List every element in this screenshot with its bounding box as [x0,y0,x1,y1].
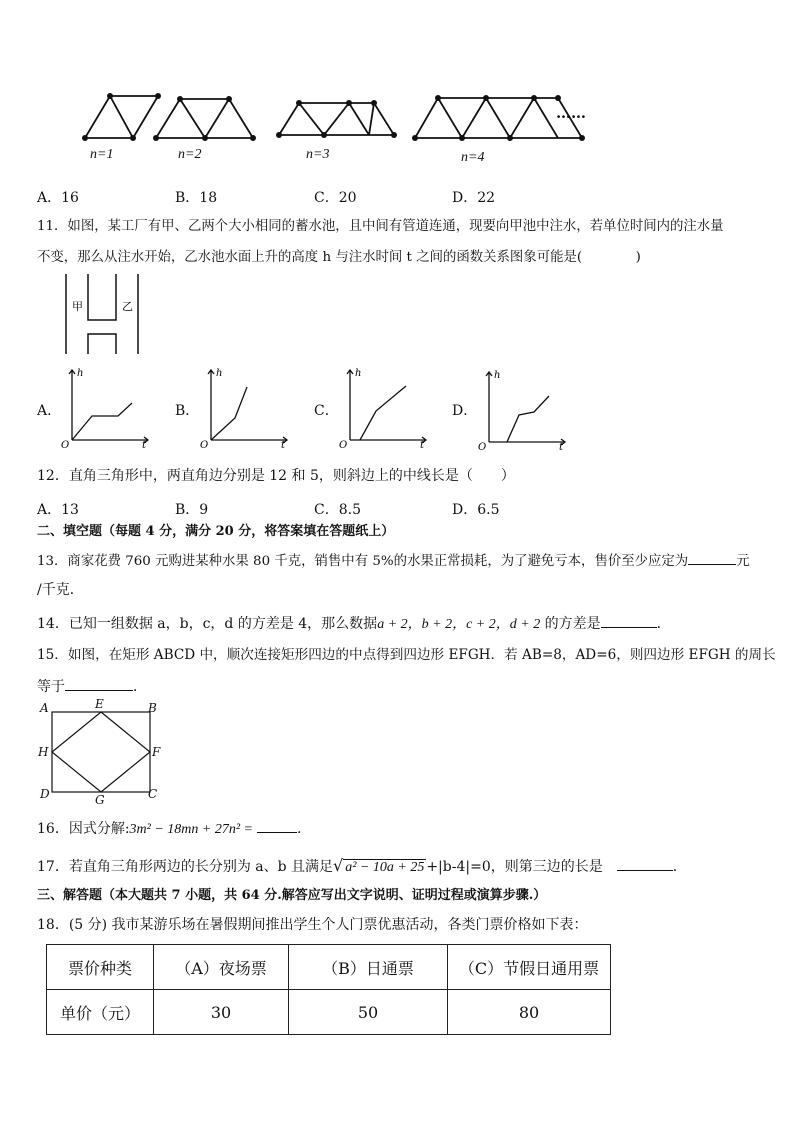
graph-d-origin: O [478,442,487,452]
table-header-cell: （A）夜场票 [154,945,289,990]
q15-line1: 15．如图，在矩形 ABCD 中，顺次连接矩形四边的中点得到四边形 EFGH．若 AB=8，AD=6，则四边形 EFGH 的周长 [37,647,776,663]
graph-c-axis-h: h [355,368,362,379]
graph-b[interactable] [197,364,297,450]
q11-stem-line1: 11．如图，某工厂有甲、乙两个大小相同的蓄水池，且中间有管道连通，现要向甲池中注水，若单位时间内的注水量 [37,219,724,234]
q13-answer-blank[interactable] [688,550,736,565]
point-d: D [40,787,50,801]
table-row [47,990,611,1035]
q15-line2: 等于 ． [37,676,147,697]
q16-expression: 3m² − 18mn + 27n² = [129,822,253,837]
q17-answer-blank[interactable] [617,856,673,871]
q10-option-c[interactable]: C．20 [314,190,357,206]
q11-stem-line2: 不变，那么从注水开始，乙水池水面上升的高度 h 与注水时间 t 之间的函数关系图象可能是( ) [37,250,641,265]
table-cell: 50 [289,990,448,1035]
water-tank-figure [62,270,142,360]
table-header-cell: （B）日通票 [289,945,448,990]
q11-option-c-label[interactable]: C． [314,403,339,419]
q14-stem: 14．已知一组数据 a，b，c，d 的方差是 4，那么数据a + 2，b + 2，c + 2，d + 2 的方差是 ． [37,613,671,635]
q16-answer-blank[interactable] [257,818,297,833]
q11-option-a-label[interactable]: A． [37,403,62,419]
graph-d[interactable] [475,366,575,452]
q13-line2: /千克． [37,582,84,598]
graph-b-axis-h: h [216,368,223,379]
graph-a[interactable] [58,364,158,450]
q12-stem: 12．直角三角形中，两直角边分别是 12 和 5，则斜边上的中线长是（ ） [37,468,515,484]
point-h: H [38,745,49,759]
q11-option-b-label[interactable]: B． [175,403,200,419]
section-3-title: 三、解答题（本大题共 7 小题，共 64 分.解答应写出文字说明、证明过程或演算步骤.） [37,888,547,903]
table-row-label: 单价（元） [47,990,154,1035]
graph-a-axis-t: t [142,440,147,450]
graph-b-axis-t: t [281,440,286,450]
graph-a-axis-h: h [77,368,84,379]
point-g: G [95,793,105,806]
q14-answer-blank[interactable] [601,613,657,628]
table-cell: 30 [154,990,289,1035]
graph-d-axis-h: h [494,370,501,381]
graph-c-axis-t: t [420,440,425,450]
q17-stem: 17．若直角三角形两边的长分别为 a、b 且满足√ a² − 10a + 25 +|b-4|=0，则第三边的长是 ． [37,856,687,875]
point-a: A [40,701,49,715]
tank-label-yi: 乙 [122,300,133,313]
q13-line1: 13．商家花费 760 元购进某种水果 80 千克，销售中有 5%的水果正常损耗，为了避免亏本，售价至少应定为 元 [37,550,750,572]
point-b: B [148,701,157,715]
point-c: C [148,787,158,801]
q12-option-a[interactable]: A．13 [37,502,79,518]
table-header-cell: （C）节假日通用票 [448,945,611,990]
q12-option-b[interactable]: B．9 [175,502,209,518]
graph-a-origin: O [61,440,70,450]
tank-label-jia: 甲 [72,300,83,313]
figure-label-n3: n=3 [306,147,330,162]
q11-option-d-label[interactable]: D． [452,403,478,419]
section-2-title: 二、填空题（每题 4 分，满分 20 分，将答案填在答题纸上） [37,524,395,539]
q16-stem: 16．因式分解:3m² − 18mn + 27n² = . [37,818,301,840]
q15-answer-blank[interactable] [65,676,133,691]
q17-radicand: a² − 10a + 25 [345,860,425,875]
q12-option-d[interactable]: D．6.5 [452,502,500,518]
table-header-row [47,945,611,990]
table-cell: 80 [448,990,611,1035]
q10-option-d[interactable]: D．22 [452,190,496,206]
figure-label-n2: n=2 [178,147,202,162]
figure-label-n4: n=4 [461,150,485,165]
table-header-cell: 票价种类 [47,945,154,990]
triangle-pattern-figure [70,85,610,170]
rectangle-efgh-figure [34,696,174,806]
q12-option-c[interactable]: C．8.5 [314,502,361,518]
graph-c[interactable] [336,364,436,450]
graph-d-axis-t: t [559,442,564,452]
point-e: E [95,697,104,711]
q10-option-b[interactable]: B．18 [175,190,218,206]
q18-stem: 18．(5 分) 我市某游乐场在暑假期间推出学生个人门票优惠活动，各类门票价格如下表： [37,917,588,933]
figure-ellipsis: …… [556,104,586,122]
point-f: F [152,745,161,759]
q10-option-a[interactable]: A．16 [37,190,79,206]
graph-c-origin: O [339,440,348,450]
ticket-price-table [46,944,611,1035]
figure-label-n1: n=1 [90,147,114,162]
q14-expression: a + 2，b + 2，c + 2，d + 2 [377,617,541,632]
graph-b-origin: O [200,440,209,450]
